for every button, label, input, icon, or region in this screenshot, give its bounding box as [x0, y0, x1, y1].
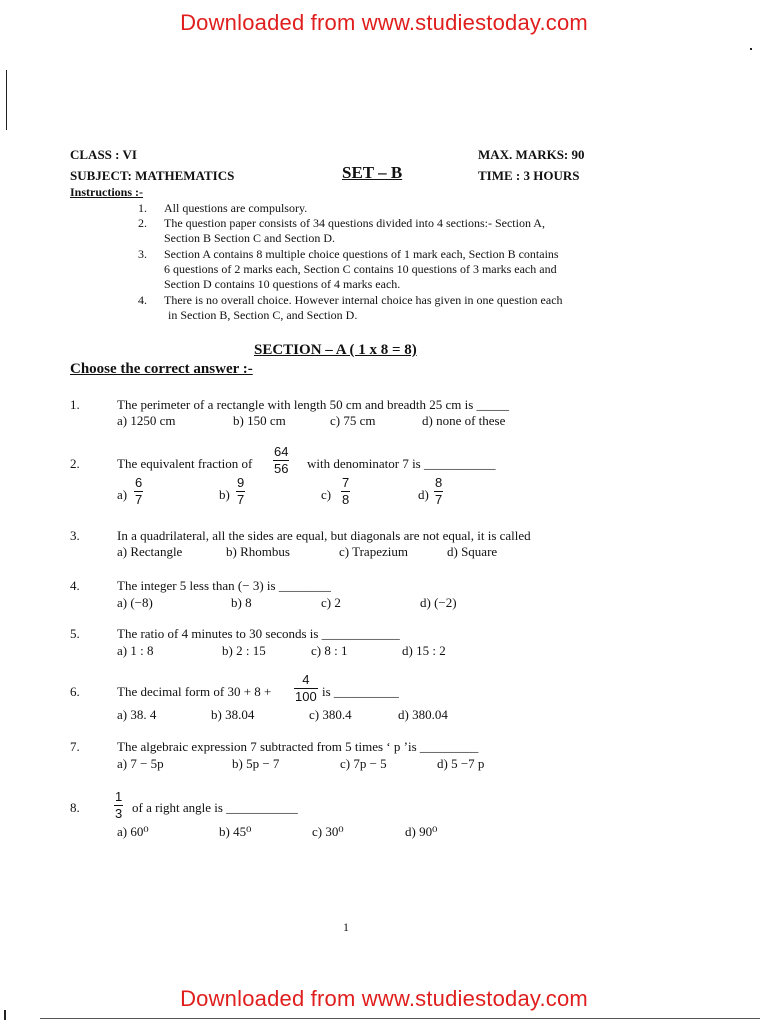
fraction-denominator: 100 [295, 689, 317, 704]
option-c: c) 75 cm [330, 413, 376, 428]
question-number: 3. [70, 528, 80, 543]
class-label: CLASS : VI [70, 147, 137, 162]
option-c: c) 380.4 [309, 707, 352, 722]
instruction-line: Section B Section C and Section D. [164, 231, 335, 245]
scan-corner-mark [4, 1010, 6, 1020]
instruction-line: Section A contains 8 multiple choice questions of 1 mark each, Section B contains [164, 247, 559, 261]
footer-watermark: Downloaded from www.studiestoday.com [180, 986, 588, 1011]
option-b: b) 8 [231, 595, 252, 610]
scan-edge-mark [6, 70, 7, 130]
option-c: c) 7p − 5 [340, 756, 387, 771]
question-text: is __________ [322, 684, 399, 699]
option-d: d) 15 : 2 [402, 643, 446, 658]
option-a-fraction [134, 476, 143, 507]
option-b: b) 5p − 7 [232, 756, 280, 771]
instruction-line: The question paper consists of 34 questions divided into 4 sections:- Section A, [164, 216, 545, 230]
option-d: d) (−2) [420, 595, 457, 610]
option-c: c) 30⁰ [312, 824, 344, 839]
option-b: b) Rhombus [226, 544, 290, 559]
option-d: d) Square [447, 544, 498, 559]
instruction-line: Section D contains 10 questions of 4 marks each. [164, 277, 401, 291]
option-d-fraction [434, 476, 443, 507]
scan-dot [750, 48, 752, 50]
instruction-line: All questions are compulsory. [164, 201, 308, 215]
subject-label: SUBJECT: MATHEMATICS [70, 168, 235, 183]
option-c: c) [321, 487, 332, 502]
fraction-numerator: 8 [435, 475, 443, 490]
option-b: b) 150 cm [233, 413, 286, 428]
option-d: d) none of these [422, 413, 506, 428]
option-a: a) 38. 4 [117, 707, 157, 722]
max-marks: MAX. MARKS: 90 [478, 147, 585, 162]
fraction-numerator: 7 [342, 475, 350, 490]
fraction-numerator: 9 [237, 475, 245, 490]
question-number: 6. [70, 684, 80, 699]
question-text: The perimeter of a rectangle with length 50 cm and breadth 25 cm is _____ [117, 397, 510, 412]
fraction-denominator: 8 [342, 492, 350, 507]
fraction [114, 790, 123, 821]
option-d: d) 90⁰ [405, 824, 438, 839]
question-number: 7. [70, 739, 80, 754]
instruction-number: 2. [138, 216, 147, 230]
fraction [273, 445, 289, 476]
question-text: The ratio of 4 minutes to 30 seconds is ____________ [117, 626, 400, 641]
option-a: a) (−8) [117, 595, 153, 610]
option-c-fraction [341, 476, 350, 507]
fraction-denominator: 56 [274, 461, 289, 476]
option-a: a) [117, 487, 128, 502]
question-text: The integer 5 less than (− 3) is ________ [117, 578, 331, 593]
option-a: a) 7 − 5p [117, 756, 164, 771]
option-a: a) 1250 cm [117, 413, 176, 428]
fraction-numerator: 1 [115, 789, 123, 804]
option-a: a) Rectangle [117, 544, 183, 559]
time-label: TIME : 3 HOURS [478, 168, 580, 183]
scan-bottom-line [40, 1018, 760, 1019]
fraction-denominator: 7 [435, 492, 443, 507]
option-b: b) 2 : 15 [222, 643, 266, 658]
set-label: SET – B [342, 163, 403, 182]
question-number: 8. [70, 800, 80, 815]
option-c: c) Trapezium [339, 544, 408, 559]
question-text: The algebraic expression 7 subtracted from 5 times ‘ p ’is _________ [117, 739, 479, 754]
instruction-line: in Section B, Section C, and Section D. [168, 308, 358, 322]
question-text: In a quadrilateral, all the sides are equal, but diagonals are not equal, it is called [117, 528, 531, 543]
option-b: b) 45⁰ [219, 824, 252, 839]
fraction-denominator: 7 [237, 492, 245, 507]
fraction-numerator: 6 [135, 475, 143, 490]
option-a: a) 1 : 8 [117, 643, 154, 658]
header-watermark: Downloaded from www.studiestoday.com [180, 10, 588, 35]
question-text: with denominator 7 is ___________ [307, 456, 496, 471]
option-b-fraction [236, 476, 245, 507]
instructions-heading: Instructions :- [70, 185, 144, 199]
option-b: b) 38.04 [211, 707, 255, 722]
fraction-denominator: 3 [115, 806, 123, 821]
option-a: a) 60⁰ [117, 824, 149, 839]
section-title: SECTION – A ( 1 x 8 = 8) [254, 342, 417, 358]
question-number: 2. [70, 456, 80, 471]
instruction-number: 4. [138, 293, 147, 307]
instruction-number: 3. [138, 247, 147, 261]
question-number: 4. [70, 578, 80, 593]
option-d: d) 5 −7 p [437, 756, 485, 771]
fraction [294, 673, 318, 704]
instruction-number: 1. [138, 201, 147, 215]
instruction-line: There is no overall choice. However internal choice has given in one question each [164, 293, 563, 307]
question-text: The equivalent fraction of [117, 456, 253, 471]
fraction-numerator: 64 [274, 444, 289, 459]
fraction-denominator: 7 [135, 492, 143, 507]
question-number: 5. [70, 626, 80, 641]
question-text: of a right angle is ___________ [132, 800, 298, 815]
option-b: b) [219, 487, 230, 502]
option-c: c) 2 [321, 595, 341, 610]
question-text: The decimal form of 30 + 8 + [117, 684, 272, 699]
fraction-numerator: 4 [302, 672, 310, 687]
page-number: 1 [343, 920, 349, 934]
section-subtitle: Choose the correct answer :- [70, 361, 253, 377]
option-c: c) 8 : 1 [311, 643, 348, 658]
question-number: 1. [70, 397, 80, 412]
option-d: d) [418, 487, 429, 502]
option-d: d) 380.04 [398, 707, 448, 722]
instruction-line: 6 questions of 2 marks each, Section C contains 10 questions of 3 marks each and [164, 262, 557, 276]
